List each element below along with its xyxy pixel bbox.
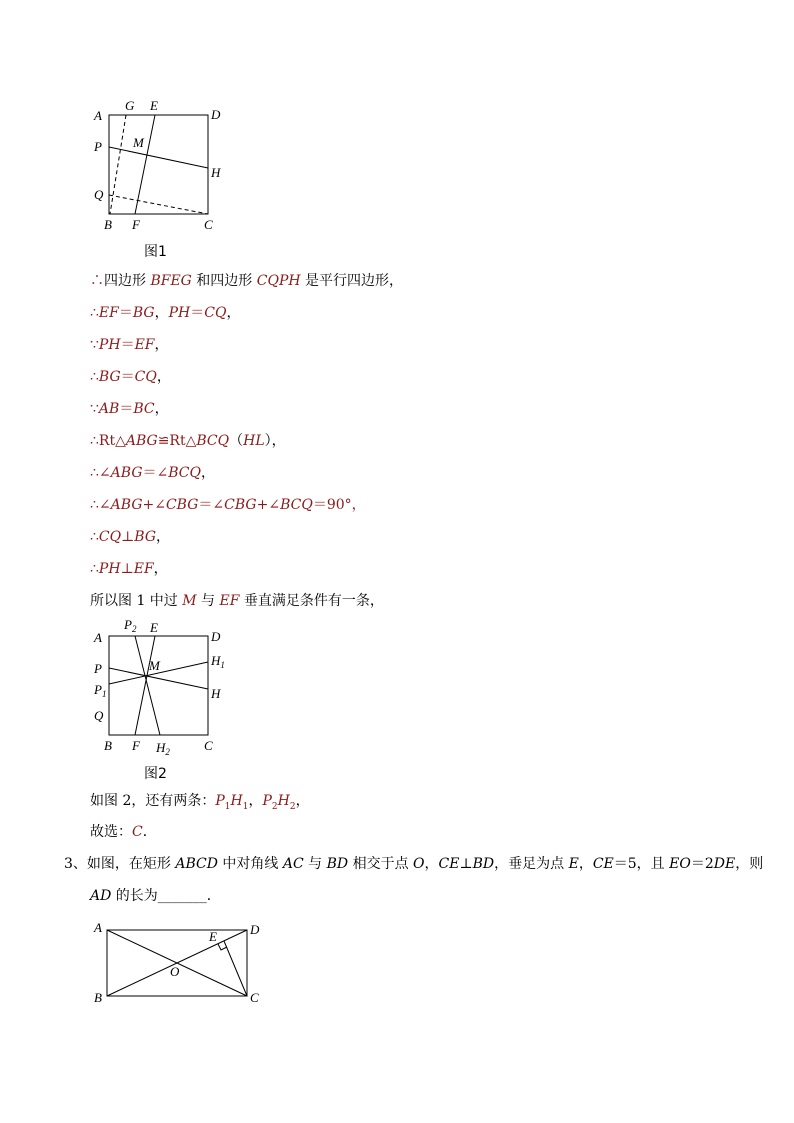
label-h: H (211, 686, 221, 701)
math-run: PH (98, 337, 121, 353)
label-p2: $P_2$ (124, 617, 137, 634)
math-run: +∠ (142, 497, 166, 513)
math-run: CE (438, 856, 460, 872)
math-run: CBG (224, 497, 257, 513)
label-o: O (170, 964, 180, 979)
math-run: BC (133, 401, 155, 417)
proof-symbol: ∵ (90, 401, 99, 417)
label-a: A (94, 920, 102, 935)
math-run: BCQ (168, 465, 201, 481)
proof-symbol: ∴ (90, 465, 99, 481)
text-run: ， (200, 465, 215, 481)
label-f: F (132, 738, 140, 753)
proof-symbol: ∴ (90, 433, 99, 449)
proof-line (90, 463, 215, 483)
proof-line (90, 399, 169, 419)
label-e: E (150, 620, 158, 635)
text-run: （ (229, 433, 244, 449)
figure-1-caption: 图1 (144, 244, 167, 260)
label-f: F (132, 217, 140, 232)
proof-line (90, 495, 366, 515)
text-run: ， (156, 369, 171, 385)
text-run: ． (142, 824, 157, 840)
label-d: D (250, 922, 260, 937)
math-run: 2 (289, 801, 296, 812)
math-run: BG (132, 305, 155, 321)
text-run: 故选： (90, 824, 132, 840)
math-run: P (262, 793, 272, 809)
math-run: ＝ (120, 369, 135, 385)
math-run: +∠ (256, 497, 281, 513)
text-run: 与 (196, 593, 220, 609)
text-run: 中对角线 (217, 856, 283, 872)
summary-line (90, 591, 384, 611)
text-run: ＝5，且 (613, 856, 670, 872)
text-run: 垂直满足条件有一条， (239, 593, 384, 609)
proof-symbol: ∵ (90, 337, 99, 353)
math-run: CQ (134, 369, 157, 385)
proof-symbol: ∴ (90, 529, 99, 545)
math-run: BG (98, 369, 121, 385)
math-run: O (413, 856, 425, 872)
label-q: Q (94, 708, 104, 723)
label-b: B (104, 738, 112, 753)
math-run: ⊥ (121, 529, 135, 545)
math-run: HL (243, 433, 265, 449)
text-run: 如图 2，还有两条： (90, 793, 216, 809)
text-run: ，则 (735, 856, 764, 872)
math-run: ≌Rt△ (157, 433, 197, 449)
proof-symbol: ∴ (90, 369, 99, 385)
math-run: ABG (110, 497, 143, 513)
text-run: 是平行四边形， (300, 273, 404, 289)
text-run: ⊥ (459, 856, 473, 872)
math-run: BG (134, 529, 157, 545)
math-run: EF (219, 593, 240, 609)
figure-2 (85, 615, 245, 760)
label-c: C (204, 217, 213, 232)
math-run: BD (326, 856, 349, 872)
text-run: 四边形 (104, 273, 151, 289)
proof-symbol: ∴ (90, 497, 99, 513)
text-run: ， (248, 793, 263, 809)
label-m: M (133, 135, 144, 150)
label-e: E (209, 929, 217, 944)
text-run: ）， (264, 433, 286, 449)
math-run: ＝90°， (312, 497, 366, 513)
math-run: ＝ (190, 305, 205, 321)
figure-3 (90, 918, 275, 1013)
math-run: ＝∠ (142, 465, 169, 481)
label-b: B (94, 990, 102, 1005)
figure-1-diagram (85, 95, 235, 235)
math-run: P (215, 793, 225, 809)
label-a: A (94, 108, 102, 123)
text-run: 相交于点 (348, 856, 414, 872)
label-m: M (149, 658, 160, 673)
label-h2: $H_2$ (156, 740, 170, 757)
math-run: CE (592, 856, 614, 872)
text-run: 和四边形 (191, 273, 257, 289)
math-run: BD (472, 856, 495, 872)
label-q: Q (94, 187, 104, 202)
math-run: ＝∠ (198, 497, 225, 513)
proof-symbol: ∴ (90, 561, 99, 577)
label-p: P (94, 139, 102, 154)
math-run: ABG (125, 433, 158, 449)
math-run: AD (90, 888, 112, 904)
text-run: ，垂足为点 (494, 856, 569, 872)
figure-1 (85, 95, 235, 265)
math-run: E (568, 856, 579, 872)
proof-symbol: ∴ (90, 305, 99, 321)
label-c: C (250, 990, 259, 1005)
label-p1: $P_1$ (94, 682, 107, 699)
label-h: H (211, 165, 221, 180)
math-run: EO (669, 856, 691, 872)
label-b: B (104, 217, 112, 232)
math-run: M (182, 593, 197, 609)
text-run: ， (578, 856, 593, 872)
math-run: C (132, 824, 143, 840)
figure-3-diagram (90, 918, 275, 1013)
text-run: ， (424, 856, 439, 872)
math-run: AB (98, 401, 120, 417)
proof-line (90, 367, 171, 387)
proof-line (90, 431, 286, 451)
extra-solutions-line (90, 791, 310, 817)
math-run: BCQ (196, 433, 230, 449)
figure-2-diagram (85, 615, 245, 760)
proof-line (90, 559, 168, 579)
text-run: ， (154, 337, 169, 353)
math-run: CQPH (256, 273, 301, 289)
proof-line (90, 271, 403, 291)
label-d: D (211, 107, 221, 122)
math-run: PH (168, 305, 191, 321)
text-run: ， (295, 793, 310, 809)
text-run: 的长为_______． (111, 888, 221, 904)
text-run: ， (153, 561, 168, 577)
text-run: ， (156, 529, 171, 545)
math-run: EF (98, 305, 119, 321)
math-run: 2 (271, 801, 278, 812)
math-run: CQ (204, 305, 227, 321)
text-run: 所以图 1 中过 (90, 593, 183, 609)
label-p: P (94, 661, 102, 676)
text-run: ， (226, 305, 241, 321)
figure-2-caption: 图2 (144, 766, 167, 782)
math-run: ABCD (175, 856, 218, 872)
math-run: DE (713, 856, 736, 872)
math-run: AC (282, 856, 304, 872)
label-d: D (211, 629, 221, 644)
math-run: H (277, 793, 290, 809)
math-run: 1 (224, 801, 231, 812)
text-run: ， (154, 305, 169, 321)
question-3-line-1 (64, 854, 763, 874)
math-run: ABG (110, 465, 143, 481)
math-run: CQ (98, 529, 122, 545)
question-3-line-2 (90, 886, 221, 906)
math-run: H (230, 793, 243, 809)
label-g: G (125, 98, 135, 113)
text-run: ＝2 (690, 856, 714, 872)
label-h1: $H_1$ (211, 653, 225, 670)
label-e: E (150, 98, 158, 113)
answer-line (90, 822, 157, 842)
label-a: A (94, 630, 102, 645)
math-run: ∠ (98, 497, 111, 513)
math-run: ∠ (98, 465, 111, 481)
math-run: 1 (242, 801, 249, 812)
proof-symbol: ∴ (90, 273, 104, 289)
math-run: CBG (165, 497, 199, 513)
text-run: 3、如图，在矩形 (64, 856, 176, 872)
text-run: 与 (303, 856, 327, 872)
math-run: EF (133, 561, 154, 577)
math-run: ＝ (120, 337, 135, 353)
proof-line (90, 335, 169, 355)
proof-line (90, 303, 240, 323)
math-run: BCQ (280, 497, 313, 513)
math-run: Rt△ (98, 433, 126, 449)
math-run: BFEG (150, 273, 192, 289)
math-run: ＝ (119, 401, 134, 417)
label-c: C (204, 738, 213, 753)
math-run: ＝ (118, 305, 133, 321)
math-run: PH (98, 561, 121, 577)
text-run: ， (154, 401, 169, 417)
math-run: ⊥ (120, 561, 134, 577)
proof-line (90, 527, 170, 547)
math-run: EF (134, 337, 155, 353)
